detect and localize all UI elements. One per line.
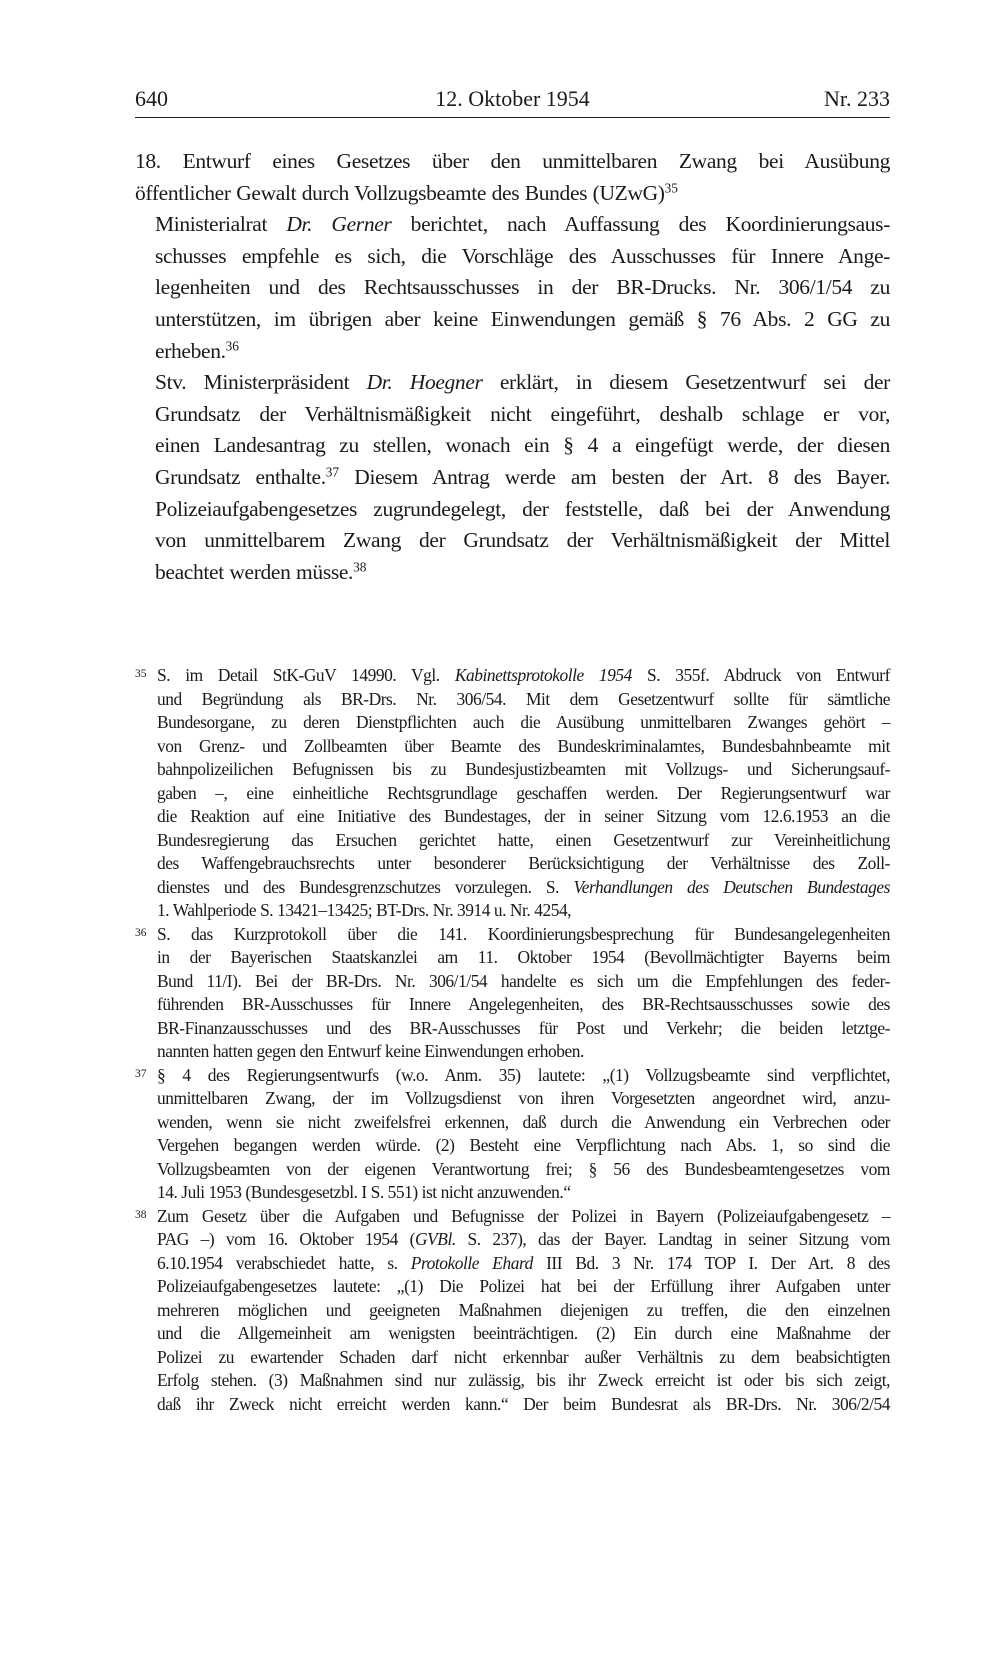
running-head — [135, 84, 890, 114]
paragraph-line: von unmittelbarem Zwang der Grundsatz der Verhältnismäßigkeit der Mittel — [155, 528, 890, 553]
paragraph-line: Grundsatz der Verhältnismäßigkeit nicht eingeführt, deshalb schlage er vor, — [155, 401, 890, 426]
agenda-item-heading — [135, 146, 890, 209]
footnote-line: daß ihr Zweck nicht erreicht werden kann.“ Der beim Bundesrat als BR-Drs. Nr. 306/2/54 — [157, 1393, 890, 1414]
footnote-line: von Grenz- und Zollbeamten über Beamte des Bundeskriminalamtes, Bundesbahnbeamte mit — [157, 735, 890, 756]
page-number: 640 — [135, 86, 168, 111]
footnotes — [135, 664, 890, 1416]
text: Ministerialrat — [155, 212, 287, 237]
footnote-line: Bundesregierung das Ersuchen gerichtet hatte, einen Gesetzentwurf zur Vereinheitlichung — [157, 829, 890, 850]
footnote-line: Bundesorgane, zu deren Dienstpflichten auch die Ausübung unmittelbaren Zwanges gehört – — [157, 712, 890, 732]
footnote-line: Vergehen begangen werden würde. (2) Besteht eine Verpflichtung nach Abs. 1, so sind die — [157, 1135, 890, 1155]
heading-text: öffentlicher Gewalt durch Vollzugsbeamte des Bundes (UZwG) — [135, 180, 665, 205]
paragraph-line: Polizeiaufgabengesetzes zugrundegelegt, der feststelle, daß bei der Anwendung — [155, 496, 890, 521]
footnote-line: Polizei zu ewartender Schaden darf nicht erkennbar außer Verhältnis zu dem beabsichtigten — [157, 1346, 890, 1367]
footnote-line: in der Bayerischen Staatskanzlei am 11. Oktober 1954 (Bevollmächtigter Bayerns beim — [157, 947, 890, 967]
italic-title: Protokolle Ehard — [410, 1252, 533, 1273]
footnote-line: bahnpolizeilichen Befugnissen bis zu Bundesjustizbeamten mit Vollzugs- und Sicherungsauf- — [157, 759, 890, 779]
document-number: Nr. 233 — [824, 86, 890, 111]
footnote-number: 35 — [135, 668, 147, 680]
footnote-line: mehreren möglichen und geeigneten Maßnahmen diejenigen zu treffen, die den einzelnen — [157, 1299, 890, 1320]
footnote-line: führenden BR-Ausschusses für Innere Angelegenheiten, des BR-Rechtsausschusses sowie des — [157, 994, 890, 1014]
footnote-line: wenden, wenn sie nicht zweifelsfrei erkennen, daß durch die Anwendung ein Verbrechen oder — [157, 1111, 890, 1132]
footnote-line: dienstes und des Bundesgrenzschutzes vorzulegen. S. Verhandlungen des Deutschen Bundestages — [157, 876, 891, 897]
footnote-ref-36[interactable]: 36 — [225, 338, 239, 354]
footnote-36 — [135, 923, 890, 1064]
paragraph-line — [135, 557, 890, 589]
text: erheben. — [155, 338, 226, 363]
footnote-line: S. im Detail StK-GuV 14990. Vgl. Kabinettsprotokolle 1954 S. 355f. Abdruck von Entwurf — [157, 665, 890, 685]
running-head-date: 12. Oktober 1954 — [435, 86, 590, 111]
footnote-line: PAG –) vom 16. Oktober 1954 (GVBl. S. 237), das der Bayer. Landtag in seiner Sitzung vom — [157, 1229, 890, 1249]
paragraph-hoegner — [135, 367, 890, 588]
main-text — [135, 146, 890, 588]
paragraph-line — [135, 336, 890, 368]
footnote-38 — [135, 1205, 890, 1417]
footnote-line: BR-Finanzausschusses und des BR-Ausschusses für Post und Verkehr; die beiden letztge- — [157, 1017, 890, 1038]
footnote-line: die Reaktion auf eine Initiative des Bundestages, der in seiner Sitzung vom 12.6.1953 an die — [157, 806, 890, 826]
footnote-line: und Begründung als BR-Drs. Nr. 306/54. Mit dem Gesetzentwurf sollte für sämtliche — [157, 688, 890, 709]
text: Grundsatz enthalte. — [155, 464, 326, 489]
footnote-line: und die Allgemeinheit am wenigsten beeinträchtigen. (2) Ein durch eine Maßnahme der — [157, 1323, 890, 1343]
paragraph-line: legenheiten und des Rechtsausschusses in der BR-Drucks. Nr. 306/1/54 zu — [155, 275, 890, 300]
footnote-37 — [135, 1064, 890, 1205]
italic-title: Kabinettsprotokolle 1954 — [454, 665, 632, 685]
footnote-line: 14. Juli 1953 (Bundesgesetzbl. I S. 551) ist nicht anzuwenden.“ — [157, 1182, 571, 1202]
footnote-line: 1. Wahlperiode S. 13421–13425; BT-Drs. Nr. 3914 u. Nr. 4254, — [157, 900, 572, 920]
footnote-35 — [135, 664, 890, 923]
text: Stv. Ministerpräsident — [155, 370, 367, 395]
footnote-line: § 4 des Regierungsentwurfs (w.o. Anm. 35) lautete: „(1) Vollzugsbeamte sind verpflichtet, — [157, 1064, 890, 1085]
paragraph-line — [135, 209, 890, 241]
footnote-line: Erfolg stehen. (3) Maßnahmen sind nur zulässig, bis ihr Zweck erreicht ist oder bis sich zeigt, — [157, 1370, 890, 1390]
footnote-line: Vollzugsbeamten von der eigenen Verantwortung frei; § 56 des Bundesbeamtengesetzes vom — [157, 1158, 890, 1179]
paragraph-gerner — [135, 209, 890, 367]
heading-line — [135, 178, 890, 210]
text: Diesem Antrag werde am besten der Art. 8 des Bayer. — [339, 464, 890, 489]
footnote-line: gaben –, eine einheitliche Rechtsgrundlage geschaffen werden. Der Regierungsentwurf war — [157, 782, 890, 803]
paragraph-line: einen Landesantrag zu stellen, wonach ein § 4 a eingefügt werde, der diesen — [155, 433, 890, 458]
speaker-name: Dr. Hoegner — [366, 370, 483, 395]
footnote-line: 6.10.1954 verabschiedet hatte, s. Protokolle Ehard III Bd. 3 Nr. 174 TOP I. Der Art. 8 des — [157, 1252, 891, 1273]
footnote-number: 37 — [135, 1067, 147, 1080]
paragraph-line: unterstützen, im übrigen aber keine Einwendungen gemäß § 76 Abs. 2 GG zu — [155, 306, 890, 331]
footnote-ref-35[interactable]: 35 — [664, 180, 678, 196]
footnote-line: nannten hatten gegen den Entwurf keine Einwendungen erhoben. — [157, 1041, 584, 1061]
paragraph-line — [135, 462, 890, 494]
footnote-ref-37[interactable]: 37 — [325, 464, 340, 480]
text: erklärt, in diesem Gesetzentwurf sei der — [482, 370, 890, 395]
text: beachtet werden müsse. — [155, 559, 354, 584]
paragraph-line: schusses empfehle es sich, die Vorschläge des Ausschusses für Innere Ange- — [155, 243, 890, 268]
heading-line: 18. Entwurf eines Gesetzes über den unmittelbaren Zwang bei Ausübung — [135, 149, 890, 173]
footnote-line: unmittelbaren Zwang, der im Vollzugsdienst von ihren Vorgesetzten angeordnet wird, anzu- — [157, 1088, 890, 1108]
footnote-number: 38 — [135, 1208, 147, 1221]
footnote-line: Zum Gesetz über die Aufgaben und Befugnisse der Polizei in Bayern (Polizeiaufgabengesetz – — [157, 1205, 890, 1226]
footnote-line: Bund 11/I). Bei der BR-Drs. Nr. 306/1/54 handelte es sich um die Empfehlungen des feder- — [157, 970, 890, 991]
italic-title: GVBl. — [415, 1229, 456, 1249]
footnote-line: des Waffengebrauchsrechts unter besonderer Berücksichtigung der Verhältnisse des Zoll- — [157, 853, 890, 873]
footnote-number: 36 — [135, 926, 147, 939]
footnote-line: S. das Kurzprotokoll über die 141. Koordinierungsbesprechung für Bundesangelegenheiten — [157, 923, 890, 944]
speaker-name: Dr. Gerner — [286, 212, 392, 237]
text: berichtet, nach Auffassung des Koordinierungsaus- — [391, 212, 890, 237]
footnote-line: Polizeiaufgabengesetzes lautete: „(1) Die Polizei hat bei der Erfüllung ihrer Aufgaben unter — [157, 1276, 890, 1296]
italic-title: Verhandlungen des Deutschen Bundestages — [573, 876, 891, 897]
footnote-ref-38[interactable]: 38 — [353, 559, 367, 575]
header-rule — [135, 117, 890, 118]
paragraph-line — [135, 367, 890, 399]
